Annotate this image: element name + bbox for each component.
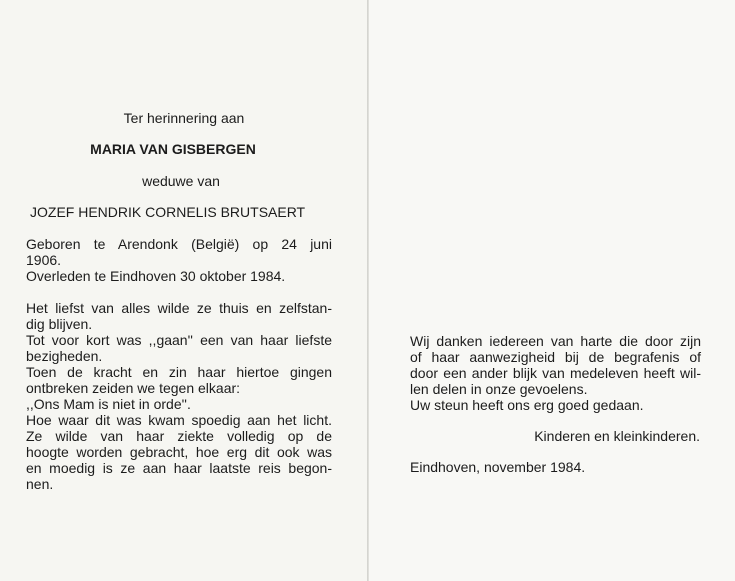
husband-name: JOZEF HENDRIK CORNELIS BRUTSAERT [30,204,306,220]
text-line: dig blijven. [26,316,93,332]
died-line: Overleden te Eindhoven 30 oktober 1984. [26,268,286,284]
intro-text: Ter herinnering aan [123,110,245,126]
thanks-line: Uw steun heeft ons erg goed gedaan. [410,397,644,413]
text-line: nen. [26,476,54,492]
text-line: Tot voor kort was ,,gaan'' een van haar liefste [26,332,332,348]
text-line: bezigheden. [26,348,103,364]
text-line: Toen de kracht en zin haar hiertoe gingen [26,364,332,380]
widow-of-text: weduwe van [142,173,220,189]
thanks-line: Wij danken iedereen van harte die door zijn [410,333,701,349]
right-page [369,0,735,581]
thanks-line: door een ander blijk van medeleven heeft wil- [410,365,701,381]
text-line: Het liefst van alles wilde ze thuis en zelfstan- [26,300,332,316]
text-line: en moedig is ze aan haar laatste reis begon- [26,460,332,476]
text-line: ,,Ons Mam is niet in orde''. [26,396,191,412]
signature-text: Kinderen en kleinkinderen. [534,428,700,444]
thanks-line: len delen in onze gevoelens. [410,381,588,397]
text-line: Ze wilde van haar ziekte volledig op de [26,428,332,444]
place-date-text: Eindhoven, november 1984. [410,459,586,475]
thanks-line: of haar aanwezigheid bij de begrafenis of [410,349,701,365]
text-line: hoogte worden gebracht, hoe erg dit ook was [26,444,332,460]
born-line-2: 1906. [26,252,62,268]
text-line: Hoe waar dit was kwam spoedig aan het licht. [26,412,332,428]
text-line: ontbreken zeiden we tegen elkaar: [26,380,241,396]
born-line-1: Geboren te Arendonk (België) op 24 juni [26,236,332,252]
deceased-name: MARIA VAN GISBERGEN [90,141,256,157]
